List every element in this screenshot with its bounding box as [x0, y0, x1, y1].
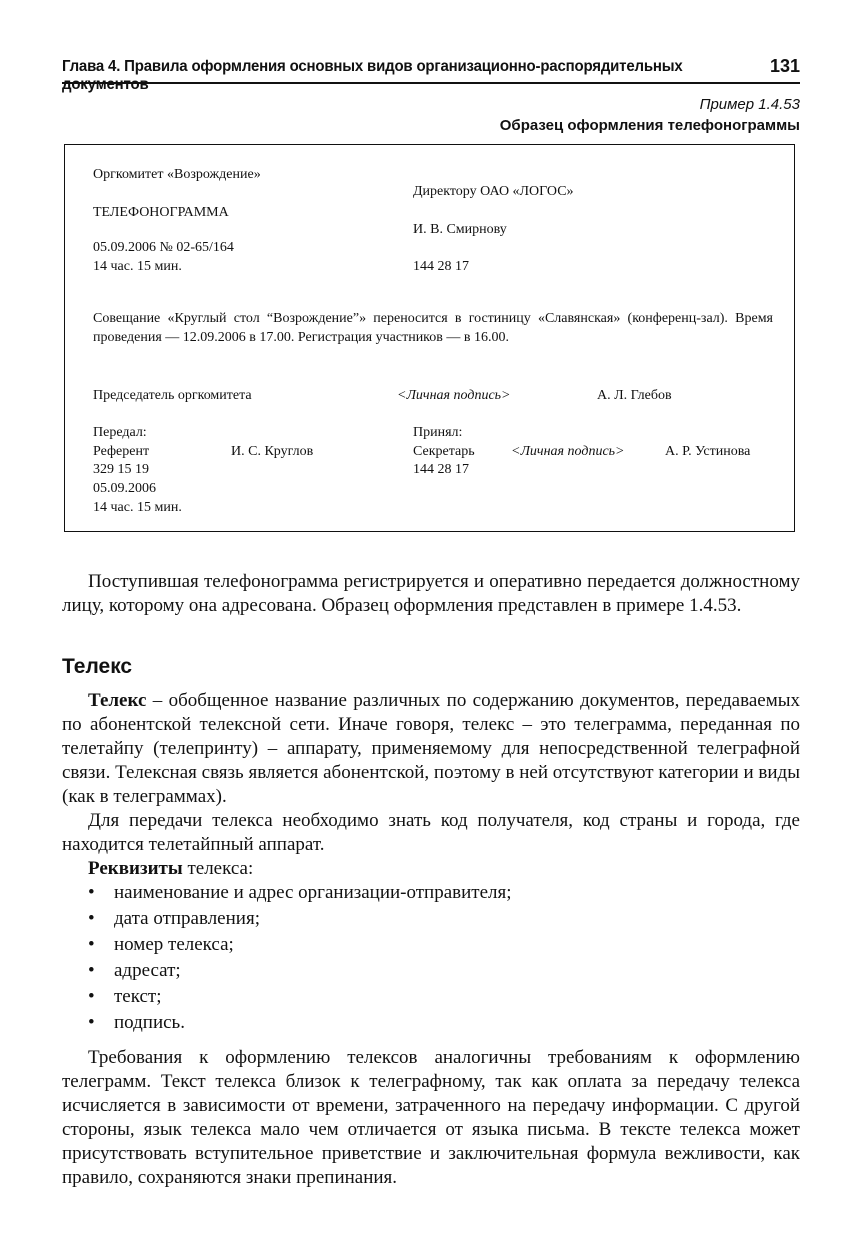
sample-receiver-signature: <Личная подпись> — [511, 444, 625, 459]
paragraph-telex-definition — [62, 689, 800, 809]
sample-time: 14 час. 15 мин. — [93, 259, 182, 274]
sample-received-label: Принял: — [413, 425, 463, 440]
sample-receiver-position: Секретарь — [413, 444, 475, 459]
sample-signer-name: А. Л. Глебов — [597, 388, 672, 403]
sample-sender-name: И. С. Круглов — [231, 444, 314, 459]
list-item: • наименование и адрес организации-отправителя; — [88, 880, 788, 906]
sample-receiver-name: А. Р. Устинова — [665, 444, 751, 459]
sample-body: Совещание «Круглый стол “Возрождение”» переносится в гостиницу «Славянская» (конференц-зал). Время проведения — 12.09.2006 в 17.00. Регистрация участников — в 16.00. — [93, 311, 773, 345]
example-title: Образец оформления телефонограммы — [499, 117, 800, 134]
paragraph-requirements: Требования к оформлению телексов аналогичны требованиям к оформлению телеграмм. Текст телекса близок к телеграфному, так как оплата за передачу телекса исчисляется в зависимости от времени, затраченного на передачу информации. С другой стороны, язык телекса мало чем отличается от языка письма. В тексте телекса может присутствовать вступительное приветствие и заключительная формула вежливости, как правило, сохраняются знаки препинания. — [62, 1047, 800, 1188]
telex-definition-text: – обобщенное название различных по содержанию документов, передаваемых по абонентской телексной сети. Иначе говоря, телекс – это телеграмма, переданная по телетайпу (телепринту) – аппарату, применяемому для непосредственной телеграфной связи. Телексная связь является абонентской, поэтому в ней отсутствуют категории и виды (как в телеграммах). — [62, 690, 800, 807]
sample-signature: <Личная подпись> — [397, 388, 511, 403]
requisites-list — [88, 880, 788, 1036]
sample-receiver-phone: 144 28 17 — [413, 462, 469, 477]
section-heading: Телекс — [62, 655, 133, 678]
sample-sent-label: Передал: — [93, 425, 147, 440]
list-item: • дата отправления; — [88, 906, 788, 932]
term-requisites: Реквизиты — [88, 858, 183, 879]
sample-doc-type: ТЕЛЕФОНОГРАММА — [93, 205, 229, 220]
list-item: • номер телекса; — [88, 932, 788, 958]
chapter-title: Глава 4. Правила оформления основных видов организационно-распорядительных документов — [62, 58, 683, 93]
list-item: • подпись. — [88, 1010, 788, 1036]
sample-sender-position: Референт — [93, 444, 150, 459]
sample-sender-phone: 329 15 19 — [93, 462, 149, 477]
requisites-intro-text: телекса: — [182, 858, 254, 879]
term-telex: Телекс — [88, 690, 147, 711]
paragraph-telex-codes: Для передачи телекса необходимо знать код получателя, код страны и города, где находится телетайпный аппарат. — [62, 810, 800, 855]
list-item: • адресат; — [88, 958, 788, 984]
sample-signer-position: Председатель оргкомитета — [93, 388, 252, 403]
sample-date-number: 05.09.2006 № 02-65/164 — [93, 240, 234, 255]
paragraph-requisites-intro — [62, 857, 800, 881]
sample-addressee-name: И. В. Смирнову — [413, 222, 507, 237]
example-label: Пример 1.4.53 — [699, 96, 800, 113]
sample-sent-time: 14 час. 15 мин. — [93, 500, 182, 515]
phonogram-sample — [64, 144, 795, 532]
sample-sent-date: 05.09.2006 — [93, 481, 156, 496]
paragraph-registration: Поступившая телефонограмма регистрируется и оперативно передается должностному лицу, которому она адресована. Образец оформления представлен в примере 1.4.53. — [62, 571, 800, 616]
list-item: • текст; — [88, 984, 788, 1010]
sample-addressee-position: Директору ОАО «ЛОГОС» — [413, 184, 574, 199]
sample-addressee-phone: 144 28 17 — [413, 259, 469, 274]
sample-org: Оргкомитет «Возрождение» — [93, 167, 261, 182]
running-head — [62, 56, 800, 93]
page-number: 131 — [769, 56, 800, 76]
